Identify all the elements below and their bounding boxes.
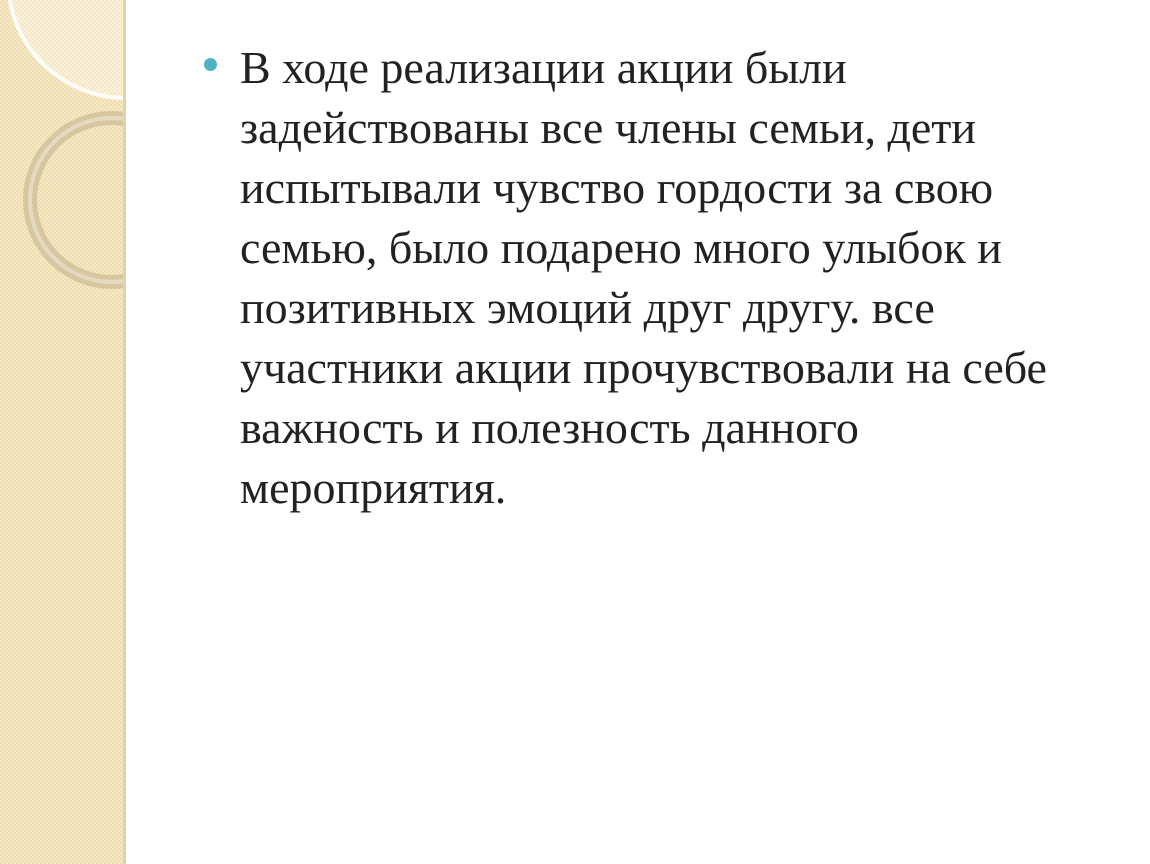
slide-content [200, 38, 1100, 518]
decorative-circles [0, 0, 126, 864]
bullet-dot-icon [204, 58, 217, 71]
decorative-ring [30, 118, 126, 282]
bullet-item [200, 38, 1100, 518]
bullet-text: В ходе реализации акции были задействованы все члены семьи, дети испытывали чувство гордости за свою семью, было подарено много улыбок и позитивных эмоций друг другу. все участники акции прочувствовали на себе важность и полезность данного мероприятия. [240, 42, 1047, 513]
decorative-circle-large [8, 0, 126, 98]
decorative-side-panel [0, 0, 126, 864]
